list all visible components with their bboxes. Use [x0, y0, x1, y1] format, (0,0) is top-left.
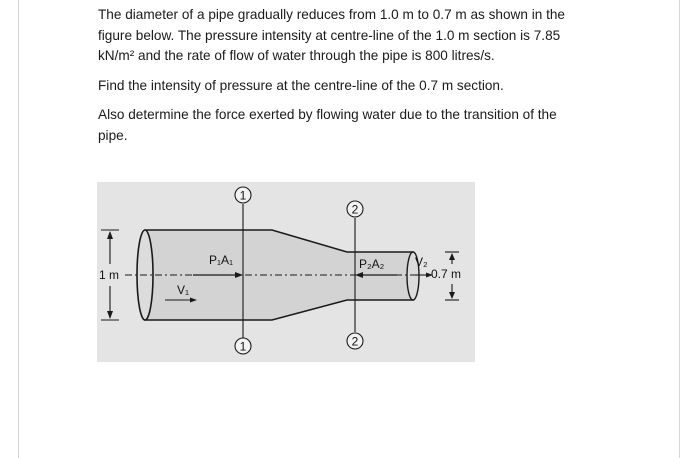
right-diameter-label: 0.7 m	[431, 267, 462, 281]
left-diameter-label: 1 m	[99, 268, 120, 282]
question-pressure: Find the intensity of pressure at the centre-line of the 0.7 m section.	[98, 77, 504, 93]
p2a2-label: P₂A₂	[359, 257, 385, 271]
v1-label: V₁	[177, 283, 190, 297]
problem-text	[98, 5, 608, 155]
statement-line-3: kN/m² and the rate of flow of water through the pipe is 800 litres/s.	[98, 48, 495, 63]
section-2-bottom-label: 2	[351, 334, 359, 349]
pipe-diagram	[97, 182, 475, 362]
force-line-1: Also determine the force exerted by flowing water due to the transition of the	[98, 107, 557, 122]
statement-line-2: figure below. The pressure intensity at centre-line of the 1.0 m section is 7.85	[98, 27, 561, 43]
section-1-bottom-label: 1	[239, 339, 247, 354]
pipe-transition-figure	[97, 182, 475, 362]
section-2-top-label: 2	[351, 202, 359, 217]
question-force	[98, 105, 608, 146]
problem-statement	[98, 5, 608, 67]
force-line-2: pipe.	[98, 127, 128, 143]
statement-line-1: The diameter of a pipe gradually reduces from 1.0 m to 0.7 m as shown in the	[98, 7, 565, 22]
section-1-top-label: 1	[239, 188, 247, 203]
v2-label: V₂	[415, 255, 428, 269]
p1a1-label: P₁A₁	[209, 253, 234, 267]
